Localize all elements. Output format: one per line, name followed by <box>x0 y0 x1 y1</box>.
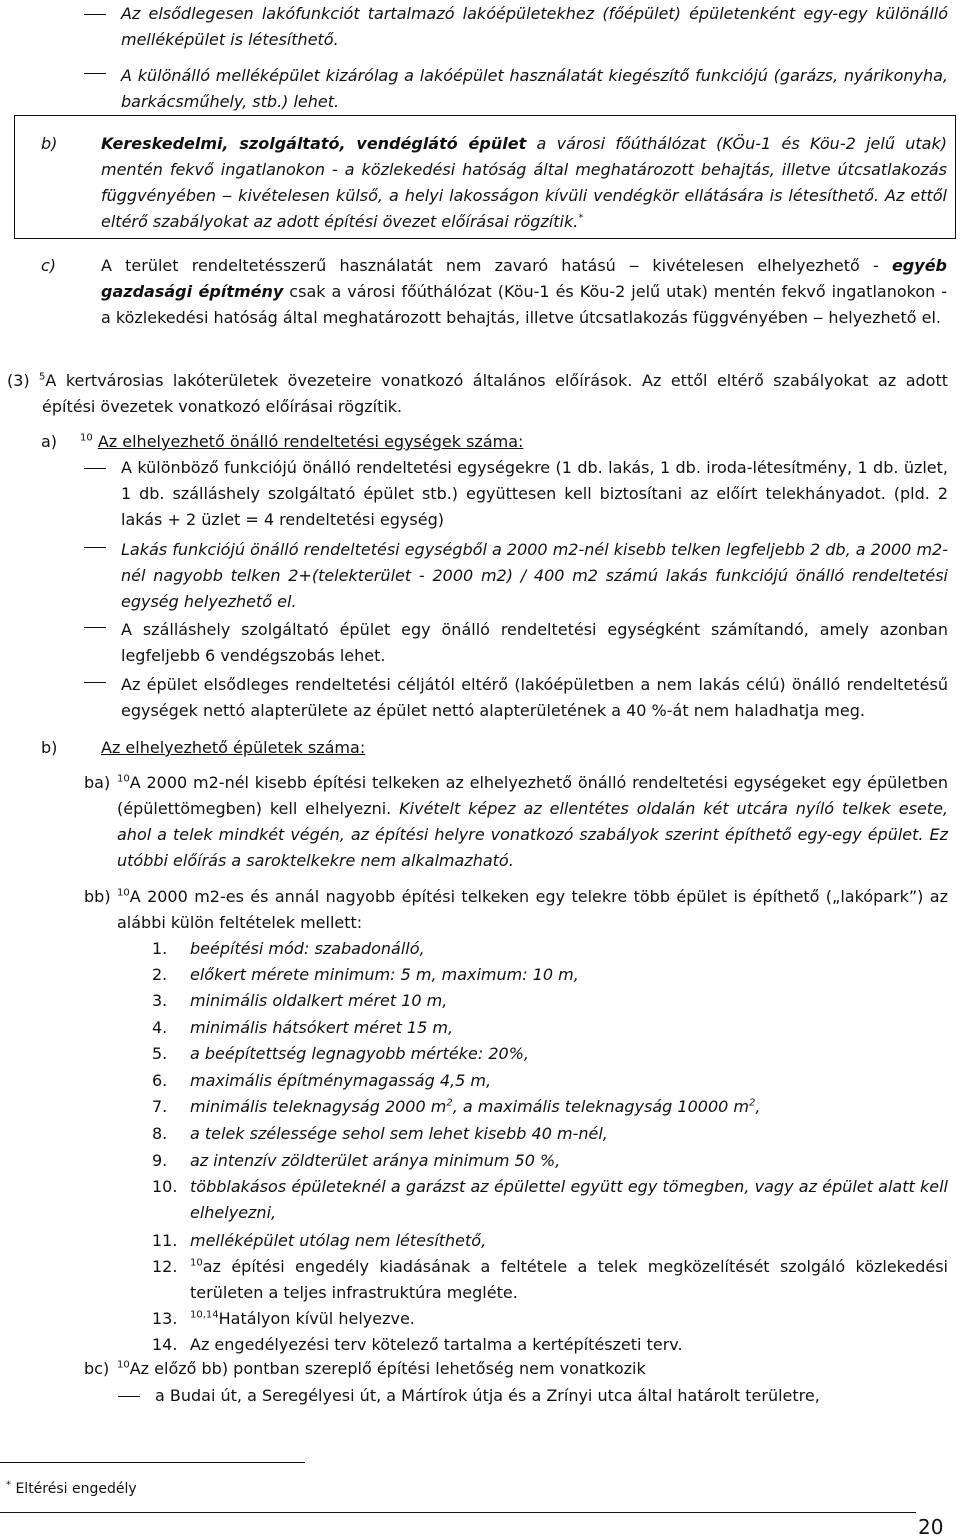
text-part: Hatályon kívül helyezve. <box>218 1309 415 1328</box>
text-part: a beépítettség legnagyobb mértéke: 20%, <box>190 1044 529 1063</box>
bb-list-item <box>190 1068 948 1094</box>
text-part: minimális oldalkert méret 10 m, <box>190 991 448 1010</box>
dash-bullet <box>118 1396 140 1397</box>
superscript: 10 <box>190 1257 203 1269</box>
sub-a-title: Az elhelyezhető önálló rendeltetési egységek száma: <box>97 432 524 451</box>
bb-list-number: 12. <box>152 1257 178 1276</box>
bb-label: bb) <box>84 887 111 906</box>
superscript: 2 <box>748 1097 756 1109</box>
sub-a-label: a) <box>41 432 58 451</box>
item-b-text <box>101 131 947 235</box>
text-part: minimális hátsókert méret 15 m, <box>190 1018 454 1037</box>
text-part: minimális teleknagyság 2000 m <box>190 1097 447 1116</box>
ba-sup: 10 <box>117 773 130 785</box>
bb-list-item <box>190 1041 948 1067</box>
bb-sup: 10 <box>117 887 130 899</box>
dash-bullet <box>84 14 106 15</box>
text-part: maximális építménymagasság 4,5 m, <box>190 1071 492 1090</box>
bb-list-number: 10. <box>152 1177 178 1196</box>
item-c-text-1: A terület rendeltetésszerű használatát nem zavaró hatású ‒ kivételesen elhelyezhető - <box>101 256 892 275</box>
item-b-label: b) <box>41 134 58 153</box>
ba-text-2: Kivételt képez az ellentétes oldalán két utcára nyíló telkek esete, ahol a telek mindkét végén, az építési helyre vonatkozó szabályok szerint építhető egy-egy épület. Ez utóbbi előírás a saroktelkekre nem alkalmazható. <box>117 799 948 870</box>
footnote-text: Eltérési engedély <box>15 1481 137 1497</box>
dash-bullet <box>84 468 106 469</box>
para3-text <box>39 368 948 420</box>
item-c-text-2: csak a városi főúthálózat (Köu-1 és Köu-2 jelű utak) mentén fekvő ingatlanokon - a közlekedési hatóság által meghatározott behajtás, illetve útcsatlakozás függvényében ‒ helyezhető el. <box>101 282 948 327</box>
para3-sup: 5 <box>39 371 46 383</box>
bb-list-item <box>190 1228 948 1254</box>
sub-a-item-4: Az épület elsődleges rendeltetési céljától eltérő (lakóépületben a nem lakás célú) önálló rendeltetésű egységek nettó alapterülete az épület nettó alapterületének a 40 %-át nem haladhatja meg. <box>121 675 948 720</box>
bc-sup: 10 <box>117 1359 130 1371</box>
bb-list-number: 7. <box>152 1097 168 1116</box>
bb-list-number: 14. <box>152 1335 178 1354</box>
footer-rule <box>0 1512 916 1513</box>
superscript: 2 <box>446 1097 453 1109</box>
text-part: , a maximális teleknagyság 10000 m <box>452 1097 749 1116</box>
bc-item: a Budai út, a Seregélyesi út, a Mártírok útja és a Zrínyi utca által határolt területre, <box>155 1386 820 1405</box>
text-part: többlakásos épületeknél a garázst az épülettel együtt egy tömegben, vagy az épület alatt kell elhelyezni, <box>190 1177 948 1222</box>
bb-list-item <box>190 1332 948 1358</box>
sub-a-item-1: A különböző funkciójú önálló rendeltetési egységekre (1 db. lakás, 1 db. iroda-létesítmény, 1 db. üzlet, 1 db. szálláshely szolgáltató épület stb.) együttesen kell biztosítani az előírt telekhányadot. (pld. 2 lakás + 2 üzlet = 4 rendeltetési egység) <box>121 458 948 529</box>
text-part: melléképület utólag nem létesíthető, <box>190 1231 487 1250</box>
item-c-bold: egyéb gazdasági építmény <box>101 256 947 301</box>
bb-list-item <box>190 1015 948 1041</box>
page-number: 20 <box>918 1515 944 1539</box>
bc-label: bc) <box>84 1359 110 1378</box>
bb-list-item <box>190 1174 948 1226</box>
bb-list-item <box>190 1148 948 1174</box>
dash-bullet <box>84 73 106 74</box>
sub-b-label: b) <box>41 738 58 757</box>
sub-a-sup: 10 <box>80 432 93 444</box>
bb-list-number: 2. <box>152 965 168 984</box>
item-b-mark: * <box>578 212 584 224</box>
bb-body: A 2000 m2-es és annál nagyobb építési telkeken egy telekre több épület is építhető („lakópark”) az alábbi külön feltételek mellett: <box>117 887 948 932</box>
item-c-text <box>101 253 947 331</box>
text-part: az építési engedély kiadásának a feltétele a telek megközelítését szolgáló közlekedési területen a teljes infrastruktúra megléte. <box>190 1257 948 1302</box>
footnote-separator <box>0 1462 305 1463</box>
text-part: előkert mérete minimum: 5 m, maximum: 10 m, <box>190 965 579 984</box>
bb-list-item <box>190 962 948 988</box>
item-b-rest: a városi főúthálózat (KÖu-1 és Köu-2 jelű utak) mentén fekvő ingatlanokon - a közlekedési hatóság által meghatározott behajtás, illetve útcsatlakozás függvényében ‒ kivételesen külső, a helyi lakosságon kívüli vendégkör ellátására is létesíthető. Az ettől eltérő szabályokat az adott építési övezet előírásai rögzítik. <box>101 134 947 231</box>
dash-bullet <box>84 682 106 683</box>
top-item-1: Az elsődlegesen lakófunkciót tartalmazó lakóépületekhez (főépület) épületenként egy-egy különálló melléképület is létesíthető. <box>121 4 948 49</box>
footnote-mark: * <box>6 1479 11 1491</box>
bb-list-item <box>190 1121 948 1147</box>
bb-list-number: 13. <box>152 1309 178 1328</box>
bb-list-number: 5. <box>152 1044 168 1063</box>
bb-list-number: 1. <box>152 939 168 958</box>
sub-b-title: Az elhelyezhető épületek száma: <box>101 738 366 757</box>
bb-list-number: 3. <box>152 991 168 1010</box>
bc-body: Az előző bb) pontban szereplő építési lehetőség nem vonatkozik <box>129 1359 646 1378</box>
bb-list-number: 9. <box>152 1151 168 1170</box>
bb-list-item <box>190 1306 948 1332</box>
bb-text <box>117 884 948 936</box>
sub-a-item-2: Lakás funkciójú önálló rendeltetési egységből a 2000 m2-nél kisebb telken legfeljebb 2 db, a 2000 m2-nél nagyobb telken 2+(telekterület - 2000 m2) / 400 m2 számú lakás funkciójú önálló rendeltetési egység helyezhető el. <box>121 540 948 611</box>
dash-bullet <box>84 627 106 628</box>
text-part: beépítési mód: szabadonálló, <box>190 939 425 958</box>
footnote <box>6 1476 137 1502</box>
ba-label: ba) <box>84 773 111 792</box>
bb-list-item <box>190 1094 948 1120</box>
bb-list-number: 4. <box>152 1018 168 1037</box>
bb-list-number: 6. <box>152 1071 168 1090</box>
dash-bullet <box>84 547 106 548</box>
sub-a-item-3: A szálláshely szolgáltató épület egy önálló rendeltetési egységként számítandó, amely azonban legfeljebb 6 vendégszobás lehet. <box>121 620 948 665</box>
top-item-2: A különálló melléképület kizárólag a lakóépület használatát kiegészítő funkciójú (garázs, nyárikonyha, barkácsműhely, stb.) lehet. <box>121 66 948 111</box>
sub-a-title-line <box>80 429 523 455</box>
para3-label: (3) <box>7 371 30 390</box>
superscript: 10,14 <box>190 1309 219 1321</box>
bb-list-item <box>190 936 948 962</box>
bb-list-number: 8. <box>152 1124 168 1143</box>
text-part: Az engedélyezési terv kötelező tartalma a kertépítészeti terv. <box>190 1335 683 1354</box>
ba-text <box>117 770 948 874</box>
text-part: az intenzív zöldterület aránya minimum 50 %, <box>190 1151 561 1170</box>
item-b-bold: Kereskedelmi, szolgáltató, vendéglátó épület <box>101 134 527 153</box>
para3-body: A kertvárosias lakóterületek övezeteire vonatkozó általános előírások. Az ettől eltérő szabályokat az adott építési övezetek vonatkozó előírásai rögzítik. <box>42 371 948 416</box>
text-part: , <box>755 1097 761 1116</box>
bb-list-number: 11. <box>152 1231 178 1250</box>
bb-list-item <box>190 988 948 1014</box>
item-c-label: c) <box>41 256 57 275</box>
bb-list-item <box>190 1254 948 1306</box>
bc-text <box>117 1356 646 1382</box>
text-part: a telek szélessége sehol sem lehet kisebb 40 m-nél, <box>190 1124 608 1143</box>
ba-text-1: A 2000 m2-nél kisebb építési telkeken az elhelyezhető önálló rendeltetési egységeket egy épületben (épülettömegben) kell elhelyezni. <box>117 773 948 818</box>
